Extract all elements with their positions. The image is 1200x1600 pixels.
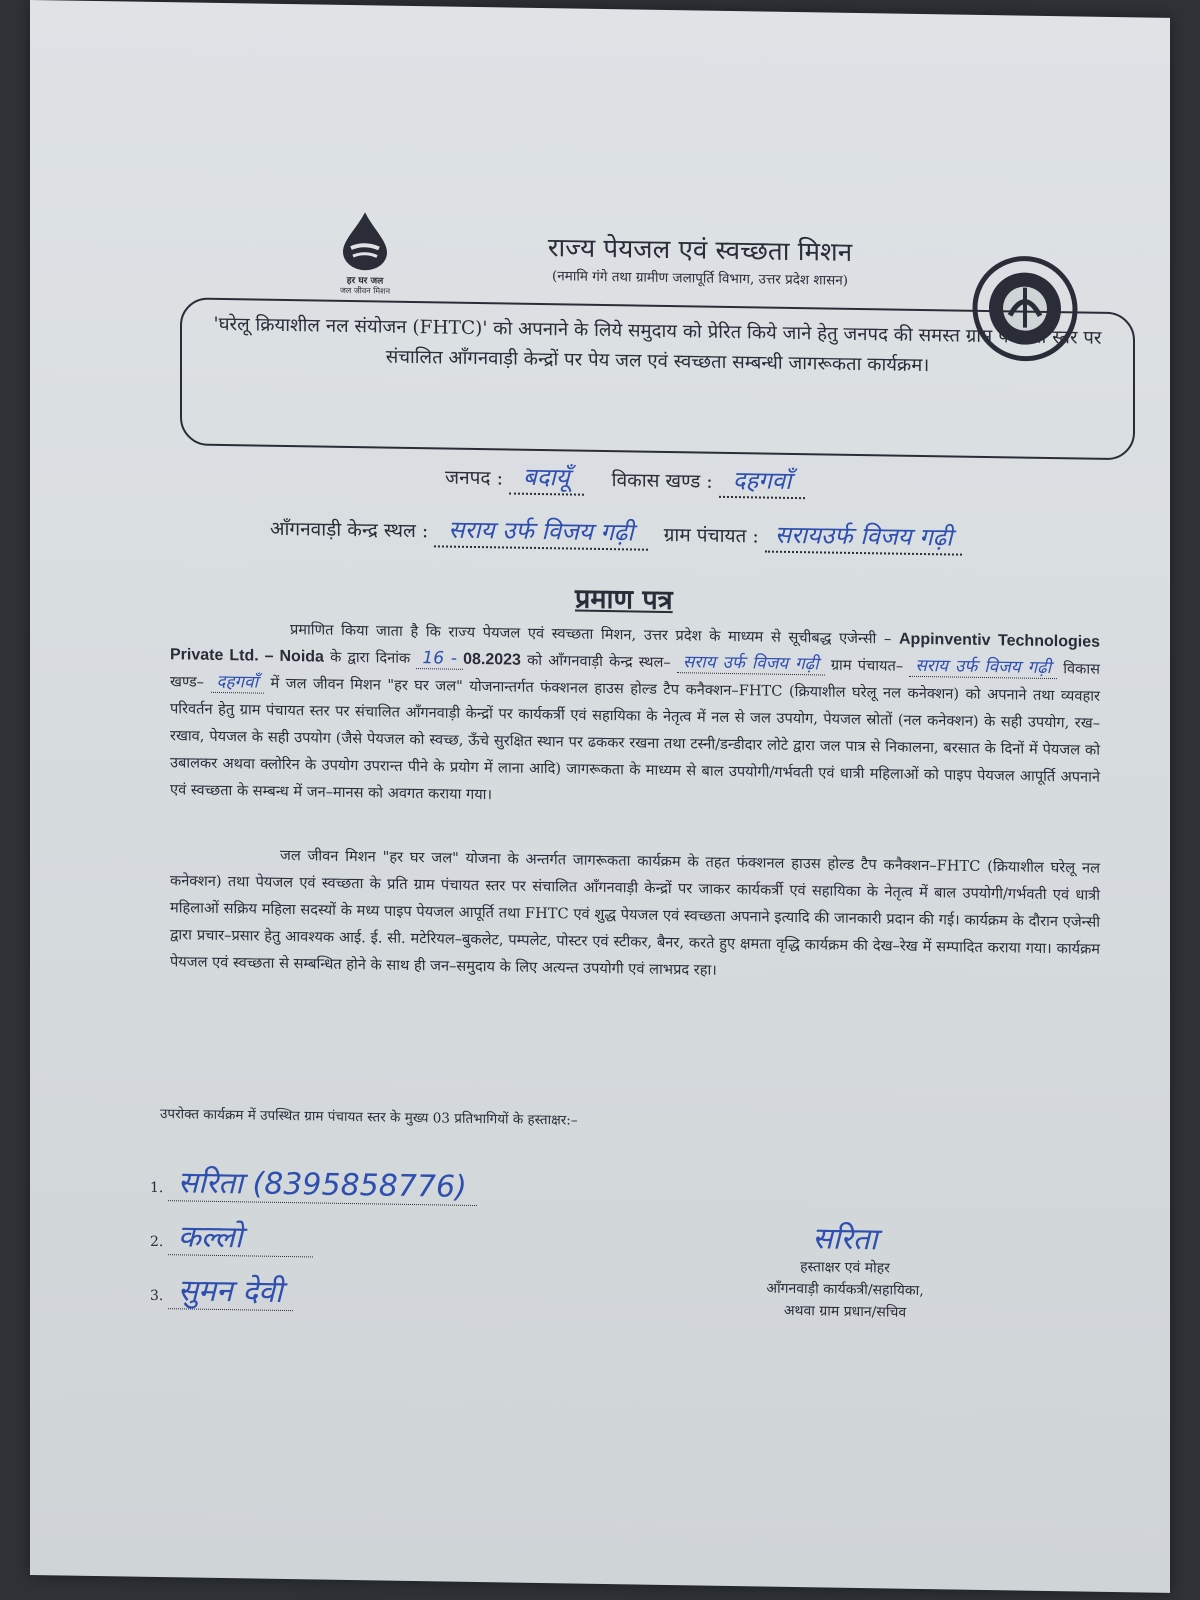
district-value: बदायूँ	[509, 460, 584, 496]
agency-name: Appinventiv Technologies Private Ltd. – Noida	[170, 630, 1100, 666]
document-page	[30, 0, 1170, 1593]
official-signature-block	[730, 1221, 960, 1325]
site-value: सराय उर्फ विजय गढ़ी	[677, 652, 825, 675]
water-drop-icon	[335, 210, 395, 273]
signature-name: सरिता (8395858776)	[168, 1165, 477, 1206]
program-banner: 'घरेलू क्रियाशील नल संयोजन (FHTC)' को अपनाने के लिये समुदाय को प्रेरित किये जाने हेतु जनपद की समस्त ग्राम पंचायत स्तर पर संचालित आँगनवाड़ी केन्द्रों पर पेय जल एवं स्वच्छता सम्बन्धी जागरूकता कार्यक्रम।	[180, 297, 1135, 460]
stamp-line-2: आँगनवाड़ी कार्यकत्री/सहायिका,	[766, 1280, 924, 1300]
page-title: राज्य पेयजल एवं स्वच्छता मिशन	[547, 233, 853, 268]
signatures-intro: उपरोक्त कार्यक्रम में उपस्थित ग्राम पंचायत स्तर के मुख्य 03 प्रतिभागियों के हस्ताक्षर:–	[160, 1106, 578, 1129]
logo-left-text-2: जल जीवन मिशन	[339, 285, 391, 296]
page-subtitle: (नमामि गंगे तथा ग्रामीण जलापूर्ति विभाग, उत्तर प्रदेश शासन)	[552, 268, 848, 289]
p1-date-label: के द्वारा दिनांक	[330, 648, 411, 667]
p1-panchayat-label: ग्राम पंचायत–	[830, 656, 904, 675]
anganwadi-row	[270, 510, 962, 556]
p1-intro: प्रमाणित किया जाता है कि राज्य पेयजल एवं स्वच्छता मिशन, उत्तर प्रदेश के माध्यम से सूचीबद्ध एजेन्सी –	[290, 621, 892, 648]
date-rest: 08.2023	[463, 650, 521, 669]
certificate-paragraph-2: जल जीवन मिशन "हर घर जल" योजना के अन्तर्गत जागरूकता कार्यक्रम के तहत फंक्शनल हाउस होल्ड टैप कनैक्शन–FHTC (क्रियाशील घरेलू नल कनेक्शन) तथा पेयजल एवं स्वच्छता के प्रति ग्राम पंचायत स्तर पर संचालित आँगनवाड़ी केन्द्रों पर जाकर कार्यकर्त्री एवं सहायिका के नेतृत्व में बाल उपयोगी/गर्भवती एवं धात्री महिलाओं सक्रिय महिला सदस्यों के मध्य पाइप पेयजल आपूर्ति तथा FHTC एवं शुद्ध पेयजल एवं स्वच्छता अपनाने इत्यादि की जानकारी प्रदान की गई। कार्यक्रम के दौरान एजेन्सी द्वारा प्रचार–प्रसार हेतु आवश्यक आई. ई. सी. मटेरियल–बुकलेट, पम्पलेट, पोस्टर एवं स्टीकर, बैनर, करते हुए क्षमता वृद्धि कार्यक्रम की देख–रेख में सम्पादित कराया गया। कार्यक्रम पेयजल एवं स्वच्छता से सम्बन्धित होने के साथ ही जन–समुदाय के लिए अत्यन्त उपयोगी एवं लाभप्रद रहा।	[170, 846, 1100, 979]
certificate-title: प्रमाण पत्र	[575, 583, 673, 617]
panchayat-fill: सराय उर्फ विजय गढ़ी	[909, 656, 1057, 679]
signature-number: 3.	[150, 1287, 164, 1305]
panchayat-label: ग्राम पंचायत :	[663, 523, 759, 548]
anganwadi-value: सराय उर्फ विजय गढ़ी	[434, 512, 647, 550]
block-fill: दहगवाँ	[211, 672, 264, 694]
p1-block-label: विकास खण्ड–	[170, 660, 1101, 691]
official-signature: सरिता	[812, 1221, 878, 1258]
stamp-line-3: अथवा ग्राम प्रधान/सचिव	[783, 1302, 907, 1321]
signature-number: 2.	[150, 1233, 164, 1251]
district-row	[445, 459, 805, 500]
signature-line-3	[150, 1268, 293, 1311]
signature-line-1	[150, 1160, 477, 1206]
anganwadi-label: आँगनवाड़ी केन्द्र स्थल :	[270, 517, 429, 543]
signature-name: सुमन देवी	[168, 1273, 293, 1311]
date-day: 16 -	[416, 648, 463, 670]
jal-jeevan-mission-logo	[320, 210, 410, 297]
signature-name: कल्लो	[168, 1219, 313, 1257]
signature-line-2	[150, 1214, 313, 1258]
p1-site-label: को आँगनवाड़ी केन्द्र स्थल–	[527, 651, 671, 672]
block-label: विकास खण्ड :	[611, 469, 713, 493]
stamp-line-1: हस्ताक्षर एवं मोहर	[800, 1259, 890, 1277]
signature-number: 1.	[150, 1179, 164, 1197]
district-label: जनपद :	[445, 466, 503, 490]
logo-left-text-1: हर घर जल	[346, 275, 384, 287]
p1-body: में जल जीवन मिशन "हर घर जल" योजनान्तर्गत फंक्शनल हाउस होल्ड टैप कनैक्शन–FHTC (क्रियाशील घरेलू नल कनेक्शन) को अपनाने तथा व्यवहार परिवर्तन हेतु ग्राम पंचायत स्तर पर संचालित आँगनवाड़ी केन्द्रों पर कार्यकर्त्री एवं सहायिका के नेतृत्व में नल से जल उपयोग, पेयजल स्रोतों (नल कनेक्शन) के सही उपयोग, रख–रखाव, पेयजल के सही उपयोग (जैसे पेयजल को स्वच्छ, ऊँचे सुरक्षित स्थान पर ढककर रखना तथा टस्नी/डन्डीदार लोटे द्वारा जल पात्र से निकालना, बरसात के दिनों में पेयजल को उबालकर अथवा क्लोरिन के उपयोग उपरान्त पीने के प्रयोग में लाना आदि) जागरूकता के माध्यम से बाल उपयोगी/गर्भवती एवं धात्री महिलाओं को पाइप पेयजल आपूर्ति अपनाने एवं स्वच्छता के सम्बन्ध में जन–मानस को अवगत कराया गया।	[170, 674, 1101, 804]
certificate-paragraph-1	[170, 614, 1100, 818]
panchayat-value: सरायउर्फ विजय गढ़ी	[765, 518, 963, 556]
block-value: दहगवाँ	[719, 463, 806, 499]
